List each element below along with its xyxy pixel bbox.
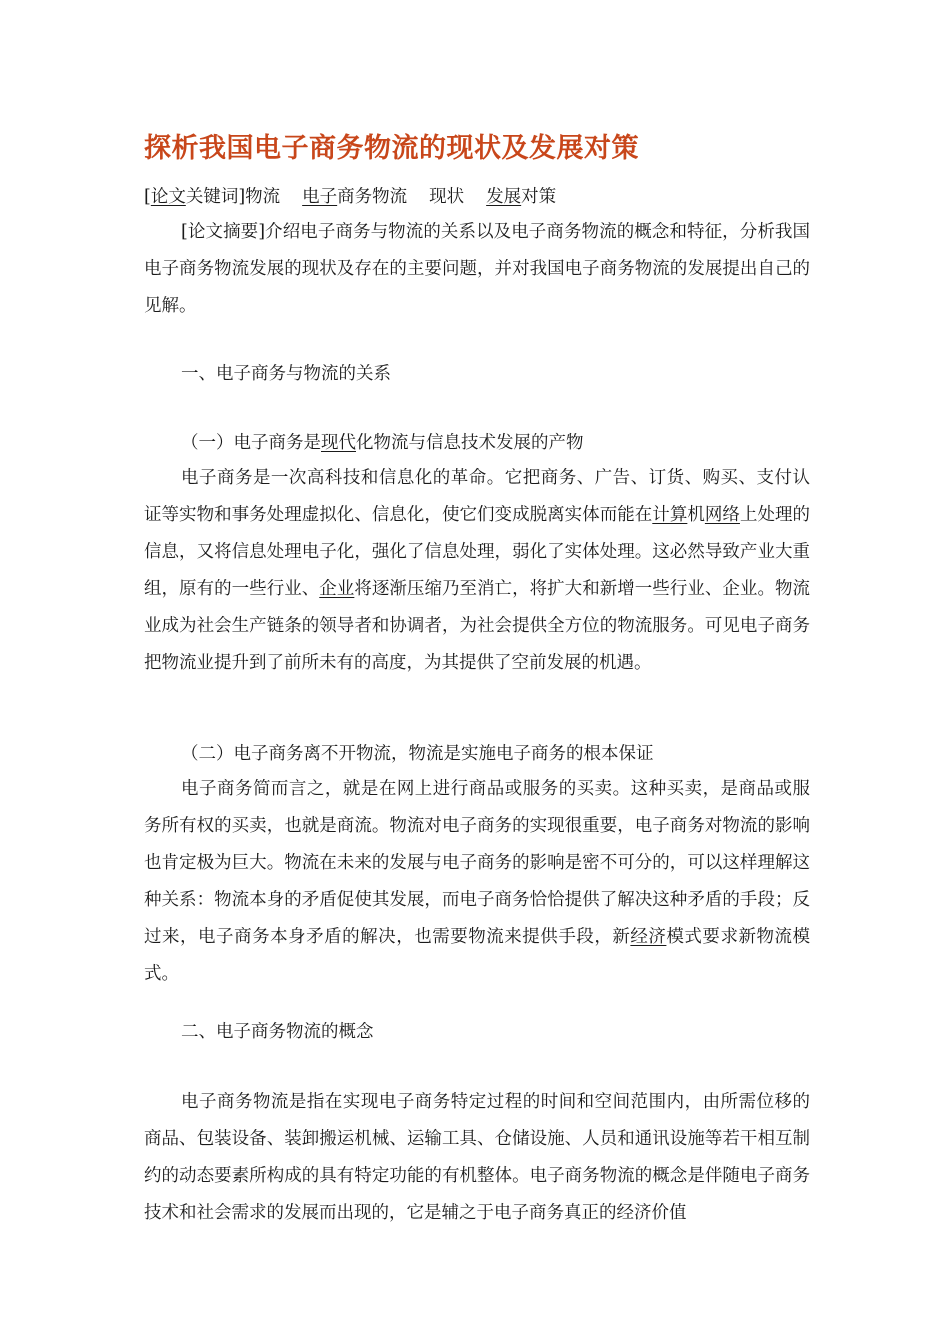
section1-subheading-2: （二）电子商务离不开物流，物流是实施电子商务的根本保证 (181, 744, 654, 764)
keyword-status: 现状 (429, 187, 465, 207)
link-jisuan[interactable]: 计算 (652, 505, 688, 525)
link-jingji[interactable]: 经济 (630, 927, 667, 947)
abstract-paragraph: [论文摘要]介绍电子商务与物流的关系以及电子商务物流的概念和特征，分析我国电子商务物流发展的现状及存在的主要问题，并对我国电子商务物流的发展提出自己的见解。 (144, 222, 810, 316)
link-qiye[interactable]: 企业 (319, 579, 355, 599)
section2-paragraph: 电子商务物流是指在实现电子商务特定过程的时间和空间范围内，由所需位移的商品、包装设备、装卸搬运机械、运输工具、仓储设施、人员和通讯设施等若干相互制约的动态要素所构成的具有特定功能的有机整体。电子商务物流的概念是伴随电子商务技术和社会需求的发展而出现的，它是辅之于电子商务真正的经济价值 (144, 1092, 810, 1223)
link-wangluo[interactable]: 网络 (704, 505, 740, 525)
section1-paragraph-1 (144, 460, 810, 682)
section1-subheading-1 (144, 425, 584, 462)
section1-paragraph-2 (144, 771, 810, 993)
para2-text-1: 电子商务简而言之，就是在网上进行商品或服务的买卖。这种买卖，是商品或服务所有权的买卖，也就是商流。物流对电子商务的实现很重要，电子商务对物流的影响也肯定极为巨大。物流在未来的发展与电子商务的影响是密不可分的，可以这样理解这种关系：物流本身的矛盾促使其发展，而电子商务恰恰提供了解决这种矛盾的手段；反过来，电子商务本身矛盾的解决，也需要物流来提供手段，新 (144, 779, 810, 947)
keyword-link-lunwen[interactable]: 论文 (150, 187, 186, 207)
keyword-ecommerce-logistics: 商务物流 (337, 187, 408, 207)
keyword-link-dianzi[interactable]: 电子 (302, 187, 338, 207)
keywords-line (144, 179, 556, 216)
sub1-text-post: 化物流与信息技术发展的产物 (356, 433, 584, 453)
para1-text-4: 将逐渐压缩乃至消亡，将扩大和新增一些行业、企业。物流业成为社会生产链条的领导者和协调者，为社会提供全方位的物流服务。可见电子商务把物流业提升到了前所未有的高度，为其提供了空前发展的机遇。 (144, 579, 811, 673)
document-title: 探析我国电子商务物流的现状及发展对策 (144, 133, 639, 164)
keyword-link-fazhan[interactable]: 发展 (486, 187, 522, 207)
para2-text-2: 模式要求新物流模式。 (144, 927, 811, 984)
section2-heading: 二、电子商务物流的概念 (181, 1022, 374, 1042)
keywords-label: 关键词]物流 (185, 187, 281, 207)
keywords-open-bracket: [ (144, 187, 151, 207)
para1-text-3: 上处理的信息，又将信息处理电子化，强化了信息处理，弱化了实体处理。这必然导致产业大重组，原有的一些行业、 (144, 505, 811, 599)
sub1-text-pre: （一）电子商务是 (181, 433, 321, 453)
para1-text-2: 机 (687, 505, 705, 525)
para1-text-1: 电子商务是一次高科技和信息化的革命。它把商务、广告、订货、购买、支付认证等实物和事务处理虚拟化、信息化，使它们变成脱离实体而能在 (144, 468, 810, 525)
link-xiandai[interactable]: 现代 (321, 433, 356, 453)
keyword-countermeasures: 对策 (521, 187, 557, 207)
section1-heading: 一、电子商务与物流的关系 (181, 364, 391, 384)
